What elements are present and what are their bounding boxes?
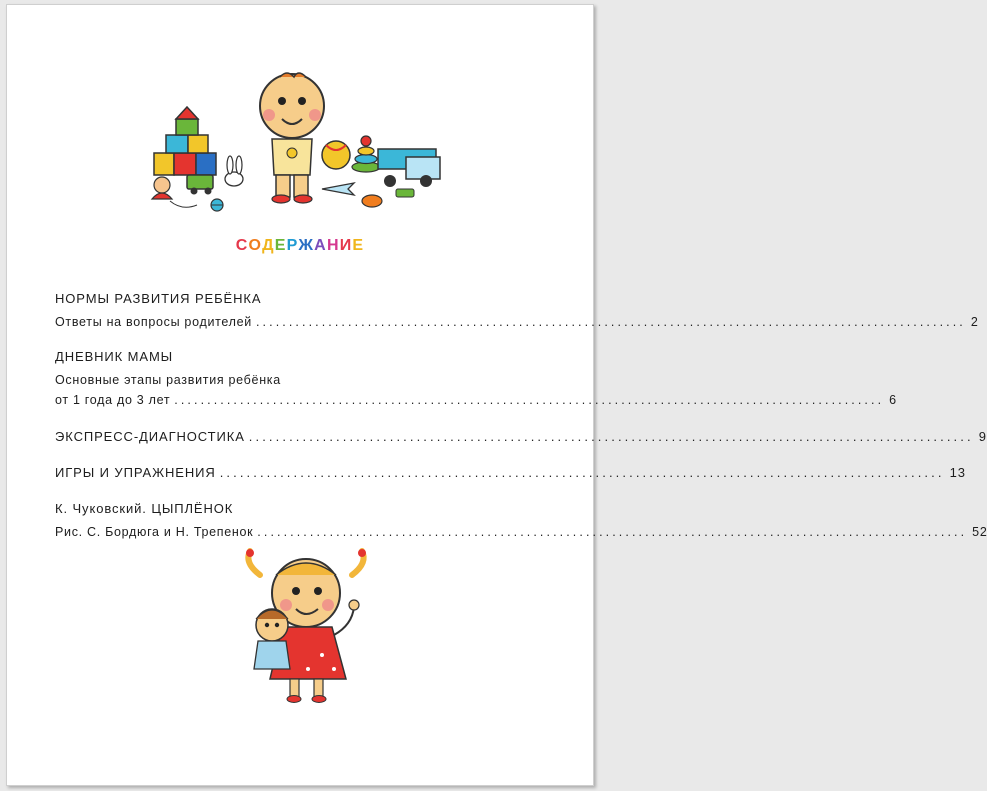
title-letter: С — [235, 237, 249, 254]
toc-heading-mom-diary: ДНЕВНИК МАМЫ — [55, 349, 174, 364]
title-letter: Е — [274, 237, 287, 254]
toc-entry-text: Ответы на вопросы родителей — [55, 315, 252, 329]
title-letter: О — [248, 237, 263, 254]
leader-dots: ............................................................................................................ — [219, 465, 945, 480]
toc-entry-games-exercises[interactable] — [55, 465, 966, 480]
toc-entry-text: от 1 года до 3 лет — [55, 393, 171, 407]
leader-dots: ............................................................................................................ — [257, 525, 968, 539]
title-letter: А — [314, 237, 327, 254]
title-letter: Ж — [298, 237, 315, 254]
page-number: 9 — [978, 429, 987, 444]
page-number: 2 — [970, 315, 979, 329]
girl-with-doll-illustration — [242, 545, 372, 705]
toc-entry-illustrators[interactable] — [55, 525, 987, 539]
toc-heading-development-norms: НОРМЫ РАЗВИТИЯ РЕБЁНКА — [55, 291, 262, 306]
toc-heading-text: ИГРЫ И УПРАЖНЕНИЯ — [55, 465, 216, 480]
page-number: 52 — [972, 525, 987, 539]
toc-entry-parent-questions[interactable] — [55, 315, 979, 329]
page-number: 6 — [889, 393, 897, 407]
leader-dots: ............................................................................................................ — [248, 429, 974, 444]
leader-dots: ............................................................................................................ — [174, 393, 885, 407]
toc-entry-express-diagnostics[interactable] — [55, 429, 987, 444]
toc-entry-ages[interactable] — [55, 393, 897, 407]
document-page — [6, 4, 987, 786]
toc-heading-text: ЭКСПРЕСС-ДИАГНОСТИКА — [55, 429, 245, 444]
title-letter: И — [339, 237, 353, 254]
toc-heading-chukovsky: К. Чуковский. ЦЫПЛЁНОК — [55, 501, 234, 516]
boy-with-toys-illustration — [142, 71, 448, 221]
title-letter: Н — [326, 237, 340, 254]
toc-entry-text: Рис. С. Бордюга и Н. Трепенок — [55, 525, 254, 539]
leader-dots: ............................................................................................................ — [255, 315, 966, 329]
page-number: 13 — [949, 465, 966, 480]
title-letter: Е — [352, 237, 365, 254]
title-letter: Д — [262, 237, 275, 254]
contents-title — [7, 237, 593, 255]
toc-entry-stages: Основные этапы развития ребёнка — [55, 373, 281, 387]
title-letter: Р — [286, 237, 299, 254]
